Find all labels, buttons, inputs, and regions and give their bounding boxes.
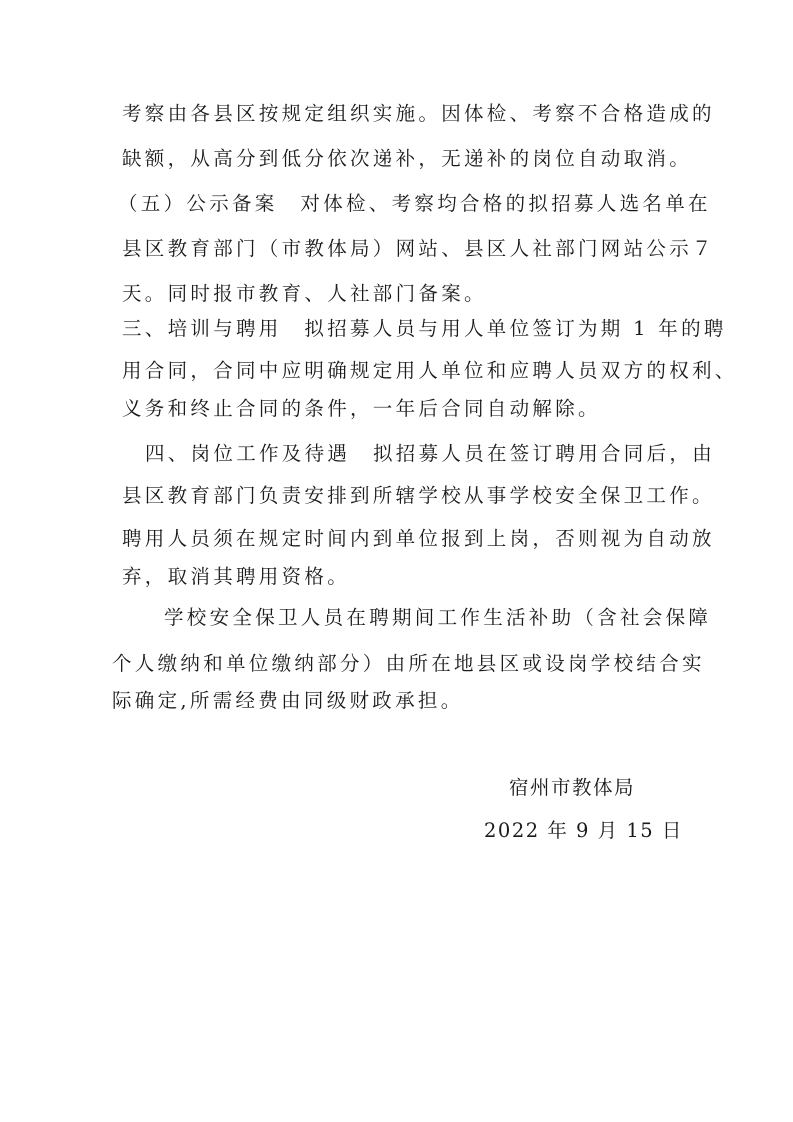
signature-organization: 宿州市教体局	[509, 776, 636, 799]
body-line-1: 考察由各县区按规定组织实施。因体检、考察不合格造成的	[122, 102, 715, 125]
body-line-9: 四、岗位工作及待遇 拟招募人员在签订聘用合同后，由	[145, 442, 716, 465]
body-line-10: 县区教育部门负责安排到所辖学校从事学校安全保卫工作。	[122, 484, 715, 507]
body-line-11: 聘用人员须在规定时间内到单位报到上岗，否则视为自动放	[122, 527, 715, 550]
body-line-14: 个人缴纳和单位缴纳部分）由所在地县区或设岗学校结合实	[112, 652, 705, 675]
body-line-15: 际确定,所需经费由同级财政承担。	[112, 689, 464, 712]
signature-date: 2022 年 9 月 15 日	[484, 819, 683, 842]
body-line-6: 三、培训与聘用 拟招募人员与用人单位签订为期 1 年的聘	[122, 317, 727, 340]
body-line-7: 用合同，合同中应明确规定用人单位和应聘人员双方的权利、	[122, 359, 738, 382]
body-line-3: （五）公示备案 对体检、考察均合格的拟招募人选名单在	[118, 192, 711, 215]
body-line-4: 县区教育部门（市教体局）网站、县区人社部门网站公示７	[122, 237, 715, 260]
body-line-2: 缺额，从高分到低分依次递补，无递补的岗位自动取消。	[122, 147, 693, 170]
body-line-5: 天。同时报市教育、人社部门备案。	[122, 282, 487, 305]
body-line-12: 弃，取消其聘用资格。	[122, 565, 351, 588]
body-line-13: 学校安全保卫人员在聘期间工作生活补助（含社会保障	[164, 606, 712, 629]
body-line-8: 义务和终止合同的条件，一年后合同自动解除。	[122, 397, 601, 420]
